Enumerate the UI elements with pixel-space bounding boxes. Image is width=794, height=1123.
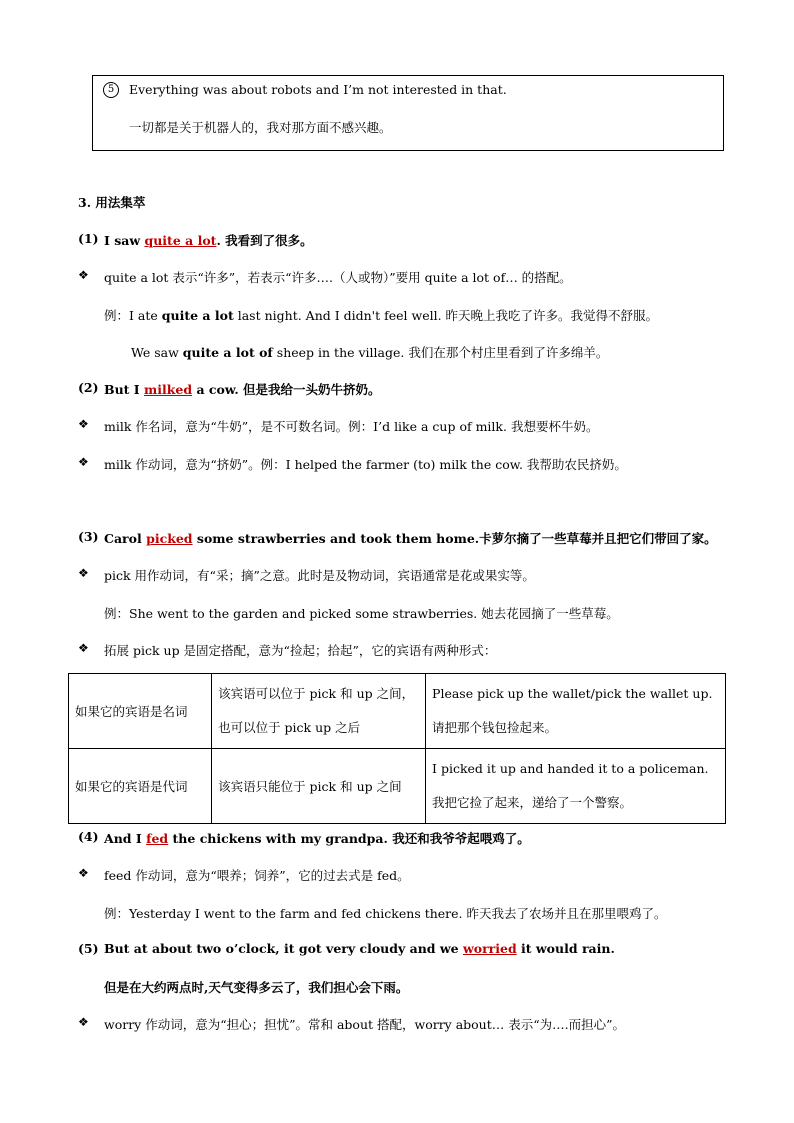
- table-row: [69, 674, 726, 749]
- bullet-text: worry 作动词，意为“担心；担忧”。常和 about 搭配，worry about… 表示“为….而担心”。: [104, 1017, 625, 1032]
- bullet-text: feed 作动词，意为“喂养；饲养”，它的过去式是 fed。: [104, 868, 410, 883]
- bullet-diamond-icon: ❖: [78, 641, 89, 655]
- item-sentence-2: But I milked a cow. 但是我给一头奶牛挤奶。: [104, 382, 381, 397]
- item-sentence-4: And I fed the chickens with my grandpa. 我还和我爷爷起喂鸡了。: [104, 831, 530, 846]
- bullet-diamond-icon: ❖: [78, 455, 89, 469]
- section-title: 3. 用法集萃: [78, 195, 146, 210]
- item-number-2: (2): [78, 380, 99, 395]
- example-box: [92, 75, 724, 151]
- item-number-1: (1): [78, 231, 99, 246]
- circled-number-marker: 5: [103, 82, 119, 98]
- table-cell: 如果它的宾语是名词: [69, 674, 212, 749]
- table-cell: 该宾语可以位于 pick 和 up 之间， 也可以位于 pick up 之后: [212, 674, 426, 749]
- box-chinese-sentence: 一切都是关于机器人的，我对那方面不感兴趣。: [129, 120, 392, 135]
- bullet-diamond-icon: ❖: [78, 566, 89, 580]
- item-number-4: (4): [78, 829, 99, 844]
- table-row: [69, 749, 726, 824]
- bullet-text: milk 作名词，意为“牛奶”，是不可数名词。例：I’d like a cup of milk. 我想要杯牛奶。: [104, 419, 599, 434]
- table-cell: 如果它的宾语是代词: [69, 749, 212, 824]
- bullet-text: 拓展 pick up 是固定搭配，意为“捡起；拾起”，它的宾语有两种形式：: [104, 643, 497, 658]
- item-number-3: (3): [78, 529, 99, 544]
- table-cell: I picked it up and handed it to a policeman. 我把它捡了起来，递给了一个警察。: [426, 749, 726, 824]
- bullet-text: pick 用作动词，有“采；摘”之意。此时是及物动词，宾语通常是花或果实等。: [104, 568, 535, 583]
- highlight-phrase: picked: [146, 531, 193, 546]
- item-sentence-5: But at about two o’clock, it got very cloudy and we worried it would rain.: [104, 941, 615, 956]
- example-line: 例：Yesterday I went to the farm and fed chickens there. 昨天我去了农场并且在那里喂鸡了。: [104, 906, 667, 921]
- item-sentence-1: I saw quite a lot. 我看到了很多。: [104, 233, 313, 248]
- bullet-text: quite a lot 表示“许多”，若表示“许多….（人或物）”要用 quite a lot of… 的搭配。: [104, 270, 572, 285]
- table-cell: Please pick up the wallet/pick the wallet up. 请把那个钱包捡起来。: [426, 674, 726, 749]
- example-line: 例：I ate quite a lot last night. And I didn't feel well. 昨天晚上我吃了许多。我觉得不舒服。: [104, 308, 659, 323]
- bullet-diamond-icon: ❖: [78, 1015, 89, 1029]
- example-line: 例：She went to the garden and picked some strawberries. 她去花园摘了一些草莓。: [104, 606, 619, 621]
- bullet-text: milk 作动词，意为“挤奶”。例：I helped the farmer (to) milk the cow. 我帮助农民挤奶。: [104, 457, 627, 472]
- bullet-diamond-icon: ❖: [78, 866, 89, 880]
- box-english-sentence: Everything was about robots and I’m not interested in that.: [129, 82, 507, 97]
- table-cell: 该宾语只能位于 pick 和 up 之间: [212, 749, 426, 824]
- bullet-diamond-icon: ❖: [78, 268, 89, 282]
- highlight-phrase: worried: [462, 941, 517, 956]
- item-number-5: (5): [78, 941, 99, 956]
- example-line: We saw quite a lot of sheep in the village. 我们在那个村庄里看到了许多绵羊。: [131, 345, 609, 360]
- item-sentence-5-translation: 但是在大约两点时,天气变得多云了，我们担心会下雨。: [104, 980, 409, 995]
- highlight-phrase: fed: [146, 831, 169, 846]
- highlight-phrase: milked: [144, 382, 193, 397]
- item-sentence-3: Carol picked some strawberries and took them home.卡萝尔摘了一些草莓并且把它们带回了家。: [104, 531, 717, 546]
- bullet-diamond-icon: ❖: [78, 417, 89, 431]
- highlight-phrase: quite a lot: [144, 233, 217, 248]
- pick-up-table: [68, 673, 726, 824]
